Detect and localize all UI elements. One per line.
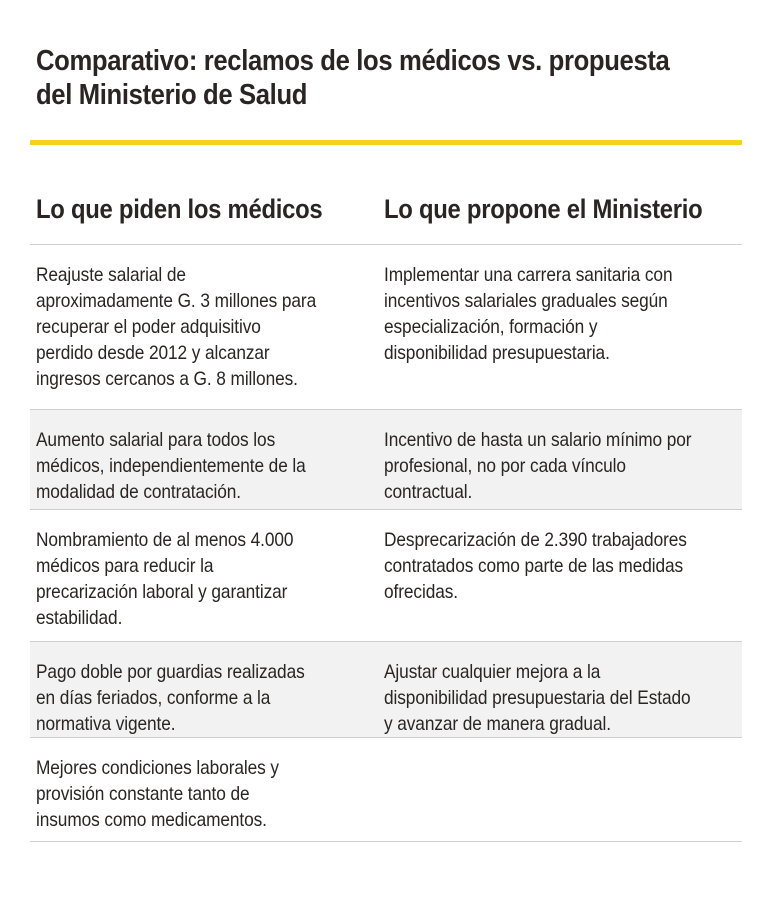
cell-line: provisión constante tanto de: [36, 784, 250, 805]
doctors-demand-cell: [36, 263, 316, 393]
cell-line: y avanzar de manera gradual.: [384, 714, 611, 735]
title-line-1: Comparativo: reclamos de los médicos vs. propuesta: [36, 45, 670, 77]
cell-line: precarización laboral y garantizar: [36, 582, 288, 603]
cell-line: normativa vigente.: [36, 714, 176, 735]
doctors-demand-cell: [36, 528, 293, 632]
cell-line: especialización, formación y: [384, 317, 598, 338]
comparison-table: [30, 245, 742, 842]
cell-line: Incentivo de hasta un salario mínimo por: [384, 430, 692, 451]
cell-line: médicos, independientemente de la: [36, 456, 306, 477]
ministry-proposal-cell: [384, 528, 687, 606]
ministry-proposal-cell: [384, 428, 691, 506]
cell-line: Pago doble por guardias realizadas: [36, 662, 305, 683]
table-row: [30, 510, 742, 642]
cell-line: Reajuste salarial de: [36, 265, 186, 286]
cell-line: insumos como medicamentos.: [36, 810, 267, 831]
doctors-demand-cell: [36, 756, 279, 834]
cell-line: Implementar una carrera sanitaria con: [384, 265, 673, 286]
cell-line: disponibilidad presupuestaria del Estado: [384, 688, 691, 709]
accent-divider: [30, 140, 742, 145]
page-title: [36, 44, 671, 112]
cell-line: médicos para reducir la: [36, 556, 214, 577]
cell-line: recuperar el poder adquisitivo: [36, 317, 261, 338]
cell-line: perdido desde 2012 y alcanzar: [36, 343, 270, 364]
title-line-2: del Ministerio de Salud: [36, 79, 308, 111]
ministry-proposal-cell: [384, 263, 672, 367]
cell-line: aproximadamente G. 3 millones para: [36, 291, 317, 312]
ministry-proposal-cell: [384, 660, 690, 738]
cell-line: Nombramiento de al menos 4.000: [36, 530, 294, 551]
table-row: [30, 738, 742, 842]
table-header: [30, 192, 742, 245]
cell-line: profesional, no por cada vínculo: [384, 456, 626, 477]
cell-line: Ajustar cualquier mejora a la: [384, 662, 601, 683]
cell-line: estabilidad.: [36, 608, 123, 629]
column-header-doctors: Lo que piden los médicos: [36, 194, 323, 224]
cell-line: modalidad de contratación.: [36, 482, 242, 503]
doctors-demand-cell: [36, 428, 306, 506]
cell-line: ingresos cercanos a G. 8 millones.: [36, 369, 298, 390]
table-row: [30, 245, 742, 410]
table-row: [30, 410, 742, 510]
cell-line: en días feriados, conforme a la: [36, 688, 271, 709]
table-row: [30, 642, 742, 738]
cell-line: disponibilidad presupuestaria.: [384, 343, 610, 364]
doctors-demand-cell: [36, 660, 305, 738]
cell-line: Aumento salarial para todos los: [36, 430, 276, 451]
cell-line: Mejores condiciones laborales y: [36, 758, 279, 779]
cell-line: ofrecidas.: [384, 582, 458, 603]
column-header-ministry: Lo que propone el Ministerio: [384, 194, 703, 224]
cell-line: contractual.: [384, 482, 473, 503]
cell-line: contratados como parte de las medidas: [384, 556, 684, 577]
cell-line: Desprecarización de 2.390 trabajadores: [384, 530, 687, 551]
cell-line: incentivos salariales graduales según: [384, 291, 668, 312]
